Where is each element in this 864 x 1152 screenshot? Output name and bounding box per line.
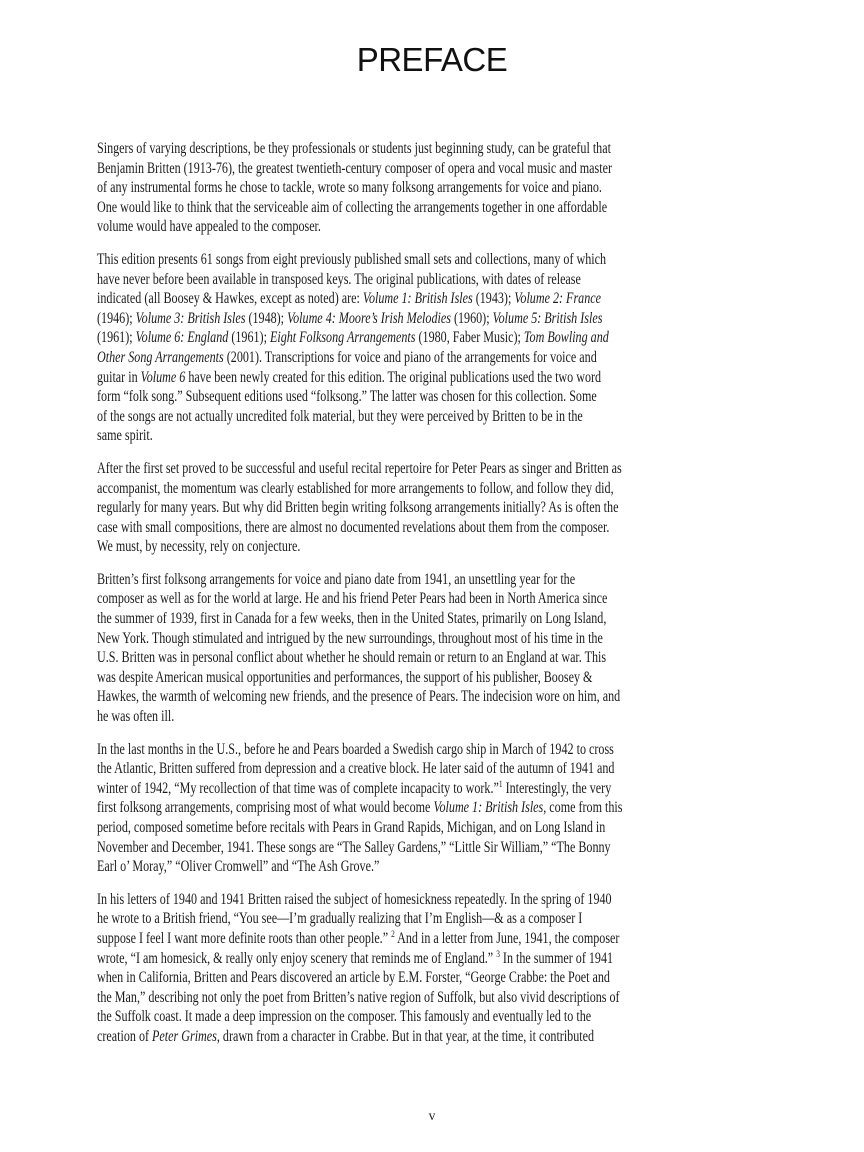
paragraph [97, 570, 744, 727]
text-segment: And in a letter from June, 1941, the composer [394, 929, 620, 947]
text-segment: the Suffolk coast. It made a deep impression on the composer. This famously and eventually led to the [97, 1008, 592, 1026]
paragraph [97, 459, 744, 557]
text-line [97, 857, 744, 877]
text-segment: In the summer of 1941 [499, 949, 614, 967]
text-segment: U.S. Britten was in personal conflict about whether he should remain or return to an England at war. This [97, 649, 607, 667]
text-line [97, 387, 744, 407]
italic-text: Peter Grimes [152, 1027, 217, 1045]
text-segment: Hawkes, the warmth of welcoming new friends, and the presence of Pears. The indecision wore on him, and [97, 688, 621, 706]
text-line [97, 407, 744, 427]
text-line [97, 890, 744, 910]
text-line [97, 1007, 744, 1027]
text-segment: Britten’s first folksong arrangements for voice and piano date from 1941, an unsettling year for the [97, 570, 576, 588]
text-line [97, 178, 744, 198]
text-segment: of the songs are not actually uncredited folk material, but they were perceived by Britten to be in the [97, 407, 583, 425]
text-line [97, 518, 744, 538]
text-segment: indicated (all Boosey & Hawkes, except as noted) are: [97, 290, 363, 308]
text-segment: New York. Though stimulated and intrigued by the new surroundings, throughout most of his time in the [97, 629, 603, 647]
text-line [97, 668, 744, 688]
text-segment: We must, by necessity, rely on conjecture. [97, 538, 301, 556]
italic-text: Volume 6: England [135, 329, 229, 347]
italic-text: Eight Folksong Arrangements [269, 329, 416, 347]
text-line [97, 459, 744, 479]
italic-text: Other Song Arrangements [97, 348, 224, 366]
text-line [97, 968, 744, 988]
text-segment: (1946); [97, 309, 136, 327]
text-segment: In the last months in the U.S., before he and Pears boarded a Swedish cargo ship in March of 1942 to cross [97, 740, 614, 758]
text-segment: (1960); [450, 309, 493, 327]
text-segment: (1943); [472, 290, 515, 308]
text-line [97, 838, 744, 858]
text-segment: (1961); [228, 329, 270, 347]
text-segment: winter of 1942, “My recollection of that time was of complete incapacity to work.” [97, 779, 499, 797]
italic-text: Volume 5: British Isles [492, 309, 603, 327]
text-line [97, 159, 744, 179]
text-line [97, 348, 744, 368]
text-segment: suppose I feel I want more definite roots than other people.” [97, 929, 392, 947]
text-segment: After the first set proved to be successful and useful recital repertoire for Peter Pears as singer and Britten as [97, 459, 622, 477]
text-segment: the Man,” describing not only the poet from Britten’s native region of Suffolk, but also vivid descriptions of [97, 988, 620, 1006]
text-line [97, 309, 744, 329]
text-segment: Benjamin Britten (1913-76), the greatest twentieth-century composer of opera and vocal music and master [97, 159, 613, 177]
text-line [97, 198, 744, 218]
text-line [97, 759, 744, 779]
text-segment: was despite American musical opportunities and performances, the support of his publisher, Boosey & [97, 668, 593, 686]
footnote-ref: 1 [498, 779, 503, 790]
text-line [97, 426, 744, 446]
text-segment: regularly for many years. But why did Britten begin writing folksong arrangements initially? As is often the [97, 499, 619, 517]
text-line [97, 328, 744, 348]
text-segment: case with small compositions, there are almost no documented revelations about them from the composer. [97, 518, 610, 536]
text-segment: composer as well as for the world at large. He and his friend Peter Pears had been in North America since [97, 590, 608, 608]
text-line [97, 798, 744, 818]
text-segment: , come from this [543, 799, 623, 817]
italic-text: Tom Bowling and [523, 329, 609, 347]
paragraph [97, 250, 744, 446]
page-number: v [428, 1108, 436, 1123]
text-line [97, 687, 744, 707]
text-segment: accompanist, the momentum was clearly established for more arrangements to follow, and follow they did, [97, 479, 614, 497]
text-segment: period, composed sometime before recitals with Pears in Grand Rapids, Michigan, and on Long Island in [97, 819, 606, 836]
text-segment: This edition presents 61 songs from eight previously published small sets and collections, many of which [97, 250, 607, 268]
text-line [97, 779, 744, 799]
text-segment: of any instrumental forms he chose to tackle, wrote so many folksong arrangements for voice and piano. [97, 179, 602, 197]
text-line [97, 139, 744, 159]
italic-text: Volume 1: British Isles [362, 290, 473, 308]
text-segment: the summer of 1939, first in Canada for a few weeks, then in the United States, primarily on Long Island, [97, 610, 607, 628]
text-line [97, 537, 744, 557]
text-segment: guitar in [97, 368, 141, 386]
text-line [97, 949, 744, 969]
text-segment: wrote, “I am homesick, & really only enjoy scenery that reminds me of England.” [97, 949, 497, 967]
text-line [97, 498, 744, 518]
text-segment: (1948); [245, 309, 288, 327]
text-segment: he was often ill. [97, 708, 175, 726]
text-line [97, 1027, 744, 1047]
text-segment: Earl o’ Moray,” “Oliver Cromwell” and “The Ash Grove.” [97, 858, 380, 876]
text-segment: when in California, Britten and Pears discovered an article by E.M. Forster, “George Crabbe: the Poet and [97, 969, 610, 987]
page-title: PREFACE [356, 41, 508, 78]
text-line [97, 929, 744, 949]
italic-text: Volume 1: British Isles [433, 799, 544, 817]
text-segment: have been newly created for this edition. The original publications used the two word [185, 368, 602, 386]
text-line [97, 740, 744, 760]
text-segment: same spirit. [97, 427, 153, 445]
text-line [97, 250, 744, 270]
text-segment: Interestingly, the very [502, 779, 612, 797]
text-line [97, 818, 744, 838]
text-line [97, 368, 744, 388]
text-segment: have never before been available in transposed keys. The original publications, with dates of release [97, 270, 581, 288]
text-line [97, 707, 744, 727]
text-line [97, 629, 744, 649]
footnote-ref: 2 [391, 929, 395, 940]
italic-text: Volume 6 [140, 368, 186, 386]
text-segment: (1961); [97, 329, 136, 347]
text-segment: creation of [97, 1027, 153, 1045]
text-segment: In his letters of 1940 and 1941 Britten raised the subject of homesickness repeatedly. In the spring of 1940 [97, 890, 612, 908]
text-segment: form “folk song.” Subsequent editions used “folksong.” The latter was chosen for this collection. Some [97, 388, 597, 406]
footnote-ref: 3 [496, 949, 500, 960]
text-line [97, 270, 744, 290]
text-line [97, 988, 744, 1008]
text-line [97, 609, 744, 629]
text-segment: (2001). Transcriptions for voice and piano of the arrangements for voice and [223, 348, 597, 366]
italic-text: Volume 4: Moore’s Irish Melodies [287, 309, 451, 327]
paragraph [97, 890, 744, 1047]
preface-body [97, 139, 744, 1060]
text-segment: volume would have appealed to the composer. [97, 218, 321, 236]
text-line [97, 570, 744, 590]
text-line [97, 648, 744, 668]
paragraph [97, 740, 744, 877]
text-segment: first folksong arrangements, comprising most of what would become [97, 799, 434, 817]
paragraph [97, 139, 744, 237]
italic-text: Volume 2: France [514, 290, 601, 308]
text-segment: One would like to think that the serviceable aim of collecting the arrangements together in one affordable [97, 198, 608, 216]
text-segment: the Atlantic, Britten suffered from depression and a creative block. He later said of the autumn of 1941 and [97, 760, 615, 778]
text-segment: November and December, 1941. These songs are “The Salley Gardens,” “Little Sir William,” “The Bonny [97, 838, 611, 856]
text-line [97, 589, 744, 609]
text-segment: Singers of varying descriptions, be they professionals or students just beginning study, can be grateful that [97, 140, 611, 157]
text-segment: he wrote to a British friend, “You see—I’m gradually realizing that I’m English—& as a composer I [97, 910, 583, 928]
text-line [97, 217, 744, 237]
text-segment: , drawn from a character in Crabbe. But in that year, at the time, it contributed [216, 1027, 595, 1045]
page-footer [0, 1108, 864, 1124]
text-segment: (1980, Faber Music); [415, 329, 524, 347]
text-line [97, 479, 744, 499]
text-line [97, 289, 744, 309]
italic-text: Volume 3: British Isles [135, 309, 246, 327]
text-line [97, 909, 744, 929]
